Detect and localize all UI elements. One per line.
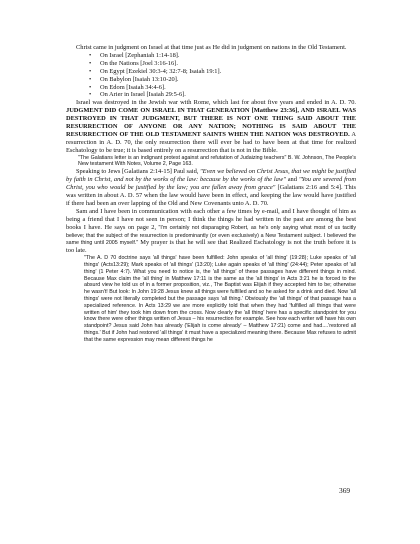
- block-quote-ad70: "The A. D 70 doctrine says 'all things' have been fulfilled: John speaks of 'all thing' (19:28); Luke speaks of 'all things' (Acts13:29); Mark speaks of 'all things' (13:20); Luke again speaks of 'all thing' (24:44); Peter speaks of 'all thing' (1 Peter 4:7). What you need to notice is, the 'all things' of these passages have different things in mind. Because Max claim the 'all thing' in Matthew 17:11 is the same as the 'all things' in Acts 3:21 he is forced to the absurd view he told us of in a former proposition, viz., The Baptist was Elijah if they accepted him to be; otherwise he wasn't! But look: In John 19:28 Jesus knew all things were fulfilled and so he asked for a drink and died. Now 'all things' were not literally completed but the passage says 'all thing.' Obviously the 'all things' of that passage has a specialized reference. In Acts 13:29 we are more explicitly told that when they had 'fulfilled all things that were written of him' they took him down from the cross. Now clearly the 'all thing' here has a specific standpoint for you know there were other things written of Jesus – his resurrection for example. See how each writer will have his own standpoint? Jesus said John has already ('Elijah is come already' – Matthew 17:21) come and had....'restored all things.' But if John had restored 'all things' it must have a specialized meaning there. Because Max refuses to admit that the same expression may mean different things he: [84, 255, 356, 343]
- bold-emphasis: JUDGMENT DID COME ON ISRAEL IN THAT GENERATION [Matthew 23:36], AND ISRAEL WAS DESTROYED IN THAT JUDGMENT, BUT THERE IS NOT ONE THING SAID ABOUT THE RESURRECTION OF ANYONE OR ANY NATION; NOTHING IS SAID ABOUT THE RESURRECTION OF THE OLD TESTAMENT SAINTS WHEN THE NATION WAS DESTROYED.: [66, 107, 356, 138]
- text-run: [Galatians 2:16 and 5:4]. This was written in about A. D. 57 when the law would have been in effect, and keeping the law would have justified if there had been an over lapping of the Old and New Covenants unto A. D. 70.: [66, 184, 356, 207]
- list-item: • On Babylon [Isaiah 13:10-20].: [100, 76, 356, 84]
- paragraph-destruction: [66, 99, 356, 154]
- paragraph-galatians: [66, 168, 356, 208]
- paragraph-intro: Christ came in judgment on Israel at that time just as He did in judgment on nations in the Old Testament.: [76, 44, 347, 51]
- paragraph-sam: [66, 208, 356, 255]
- text-run: Israel was destroyed in the Jewish war with Rome, which last for about five years and ended in A. D. 70.: [76, 99, 356, 107]
- list-item: • On Edom [Isaiah 34:4-6].: [100, 84, 356, 92]
- page-number: 369: [339, 486, 351, 495]
- list-item: • On Arier in Israel [Isaiah 29:5-6].: [100, 91, 356, 99]
- text-run: and: [285, 176, 299, 184]
- judgment-list: [66, 52, 356, 99]
- document-page: [66, 44, 356, 344]
- text-run: My prayer is that he will see that Realized Eschatology is not the truth before it is too late.: [66, 239, 356, 255]
- block-quote-johnson: "The Galatians letter is an indignant protest against and refutation of Judaizing teachers" B. W. Johnson, The People's New testament With Notes, Volume 2, Page 163.: [78, 154, 356, 168]
- list-item: • On Egypt [Ezekiel 30:3-4; 32:7-8; Isaiah 19:1].: [100, 68, 356, 76]
- text-run: Sam and I have been in communication with each other a few times by e-mail, and I have thought of him as being a friend that I have not seen in person; I think the things he had written in the past are among the best books I have. He says on page 2,: [66, 207, 356, 231]
- italic-quote: "You are severed from Christ, you who would be justified by the law; you are fallen away from grace": [66, 176, 356, 192]
- text-run: A resurrection in A. D. 70, the only resurrection there will ever be had to have been at that time for realized Eschatology to be true; it is based entirely on a resurrection that is not in the Bible.: [66, 130, 356, 154]
- italic-quote: "Even we believed on Christ Jesus, that we might be justified by faith in Christ, and not by the works of the law: because by the works of the law": [66, 168, 356, 184]
- list-item: • On Israel [Zephaniah 1:14-18].: [100, 52, 356, 60]
- inline-quote: "I'm certainly not disparaging Robert, as he's only saying what most of us tacitly believe; that the subject of the resurrection is predominantly (or even exclusively) a New Testament subject. I believed the same thing until 2005 myself.": [66, 224, 356, 247]
- list-item: • On the Nations [Joel 3:16-16].: [100, 60, 356, 68]
- text-run: Speaking to Jews [Galatians 2:14-15] Paul said,: [76, 168, 200, 176]
